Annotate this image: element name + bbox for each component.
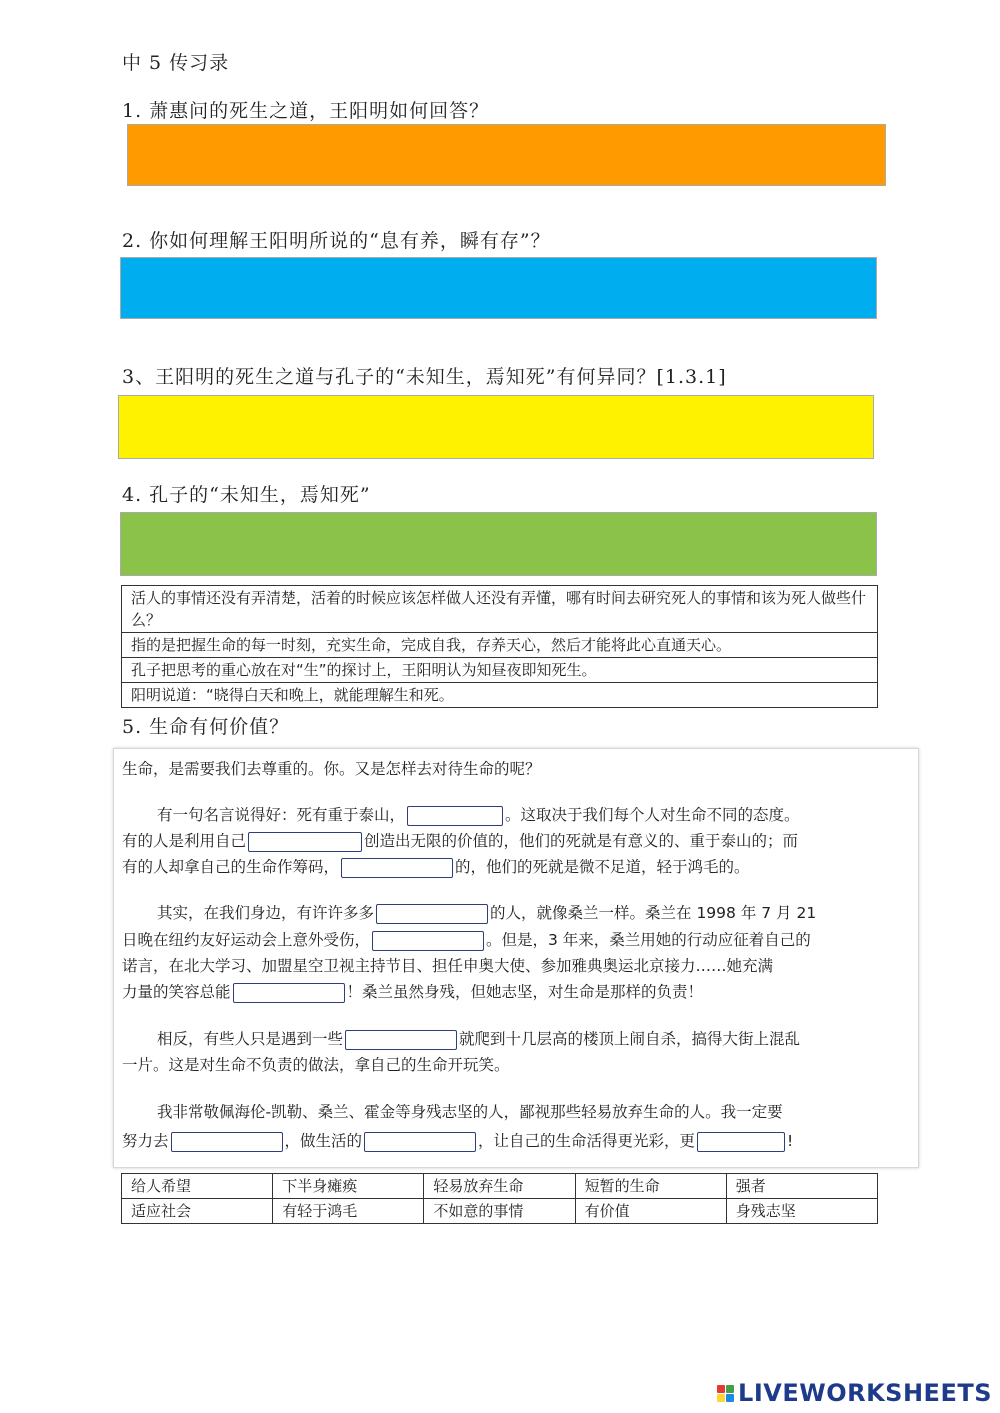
fill-blank-1[interactable]	[407, 806, 503, 826]
passage-line	[157, 901, 816, 924]
option-cell[interactable]: 指的是把握生命的每一时刻，充实生命，完成自我，存养天心，然后才能将此心直通天心。	[122, 633, 878, 658]
passage-line	[122, 1129, 793, 1152]
word-bank-table	[121, 1173, 878, 1224]
passage-text: 有的人是利用自己	[122, 832, 247, 850]
passage-text: 有一句名言说得好：死有重于泰山，	[157, 806, 406, 824]
question-4: 4. 孔子的“未知生，焉知死”	[122, 484, 371, 506]
passage-text: 有的人却拿自己的生命作筹码，	[122, 858, 340, 876]
option-cell[interactable]: 阳明说道：“晓得白天和晚上，就能理解生和死。	[122, 683, 878, 708]
table-row	[122, 1174, 878, 1199]
passage-line: 我非常敬佩海伦-凯勒、桑兰、霍金等身残志坚的人，鄙视那些轻易放弃生命的人。我一定要	[157, 1103, 783, 1121]
logo-text: LIVEWORKSHEETS	[738, 1379, 992, 1407]
answer-box-2[interactable]	[120, 257, 877, 319]
fill-blank-2[interactable]	[248, 832, 362, 852]
fill-blank-9[interactable]	[364, 1132, 476, 1152]
table-row	[122, 683, 878, 708]
table-row	[122, 1199, 878, 1224]
passage-text: ，做生活的	[284, 1132, 363, 1150]
fill-blank-8[interactable]	[171, 1132, 283, 1152]
fill-blank-4[interactable]	[376, 904, 488, 924]
word-bank-cell[interactable]: 下半身瘫痪	[273, 1174, 424, 1199]
fill-blank-7[interactable]	[345, 1030, 457, 1050]
answer-box-3[interactable]	[118, 395, 874, 459]
question-2: 2. 你如何理解王阳明所说的“息有养，瞬有存”？	[122, 230, 551, 252]
question-5: 5. 生命有何价值？	[122, 716, 290, 738]
passage-line: 诺言，在北大学习、加盟星空卫视主持节目、担任申奥大使、参加雅典奥运北京接力……她充满	[122, 957, 774, 975]
passage-line	[122, 829, 798, 852]
passage-line	[122, 980, 703, 1003]
page-title: 中 5 传习录	[122, 52, 230, 74]
passage-text: ，让自己的生命活得更光彩，更	[478, 1132, 696, 1150]
answer-options-table	[121, 585, 878, 708]
question-1: 1. 萧惠问的死生之道，王阳明如何回答？	[122, 100, 490, 122]
passage-text: 其实，在我们身边，有许许多多	[157, 904, 375, 922]
passage-text: !	[787, 1132, 794, 1150]
table-row	[122, 658, 878, 683]
passage-text: 的，他们的死就是微不足道，轻于鸿毛的。	[455, 858, 750, 876]
passage-line	[157, 803, 800, 826]
fill-blank-3[interactable]	[341, 858, 453, 878]
word-bank-cell[interactable]: 短暂的生命	[575, 1174, 726, 1199]
passage-text: 就爬到十几层高的楼顶上闹自杀，搞得大街上混乱	[459, 1030, 801, 1048]
fill-blank-5[interactable]	[372, 931, 484, 951]
word-bank-cell[interactable]: 有轻于鸿毛	[273, 1199, 424, 1224]
passage-line: 生命，是需要我们去尊重的。你。又是怎样去对待生命的呢？	[122, 760, 541, 778]
passage-text: 日晚在纽约友好运动会上意外受伤，	[122, 931, 371, 949]
word-bank-cell[interactable]: 不如意的事情	[424, 1199, 575, 1224]
liveworksheets-logo	[717, 1379, 992, 1407]
fill-blank-10[interactable]	[697, 1132, 785, 1152]
answer-box-1[interactable]	[127, 124, 886, 186]
passage-text: 相反，有些人只是遇到一些	[157, 1030, 344, 1048]
option-cell[interactable]: 活人的事情还没有弄清楚，活着的时候应该怎样做人还没有弄懂，哪有时间去研究死人的事情和该为死人做些什么？	[122, 586, 878, 633]
word-bank-cell[interactable]: 给人希望	[122, 1174, 273, 1199]
passage-line: 一片。这是对生命不负责的做法，拿自己的生命开玩笑。	[122, 1056, 510, 1074]
passage-line	[157, 1027, 800, 1050]
passage-text: 努力去	[122, 1132, 169, 1150]
word-bank-cell[interactable]: 适应社会	[122, 1199, 273, 1224]
word-bank-cell[interactable]: 有价值	[575, 1199, 726, 1224]
word-bank-cell[interactable]: 强者	[726, 1174, 877, 1199]
passage-text: 力量的笑容总能	[122, 983, 231, 1001]
passage-text: 的人，就像桑兰一样。桑兰在 1998 年 7 月 21	[490, 904, 817, 922]
question-3: 3、王阳明的死生之道与孔子的“未知生，焉知死”有何异同？[1.3.1]	[122, 366, 727, 388]
passage-text: 。这取决于我们每个人对生命不同的态度。	[505, 806, 800, 824]
answer-box-4[interactable]	[120, 512, 877, 576]
passage-text: 创造出无限的价值的，他们的死就是有意义的、重于泰山的；而	[364, 832, 799, 850]
passage-text: ！桑兰虽然身残，但她志坚，对生命是那样的负责！	[346, 983, 704, 1001]
table-row	[122, 586, 878, 633]
logo-icon	[717, 1385, 734, 1402]
passage-line	[122, 855, 750, 878]
passage-text: 。但是，3 年来，桑兰用她的行动应征着自己的	[486, 931, 811, 949]
fill-blank-6[interactable]	[233, 983, 345, 1003]
passage-line	[122, 928, 811, 951]
word-bank-cell[interactable]: 轻易放弃生命	[424, 1174, 575, 1199]
table-row	[122, 633, 878, 658]
option-cell[interactable]: 孔子把思考的重心放在对“生”的探讨上，王阳明认为知昼夜即知死生。	[122, 658, 878, 683]
word-bank-cell[interactable]: 身残志坚	[726, 1199, 877, 1224]
